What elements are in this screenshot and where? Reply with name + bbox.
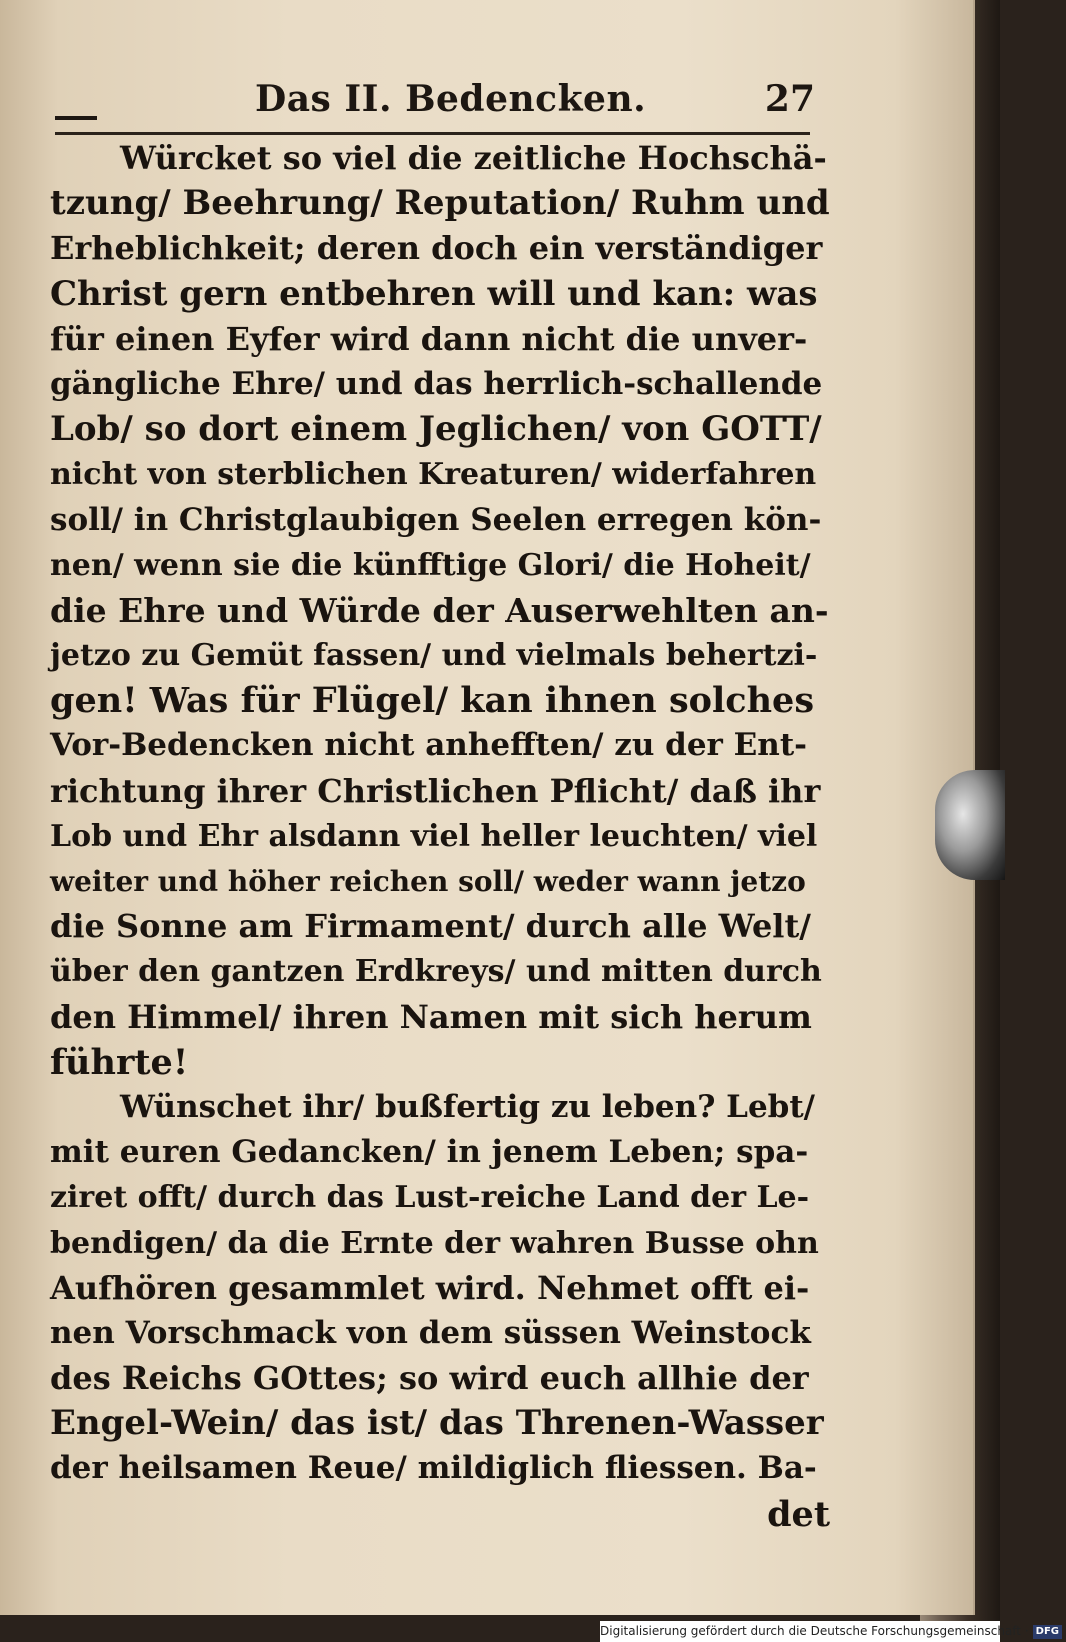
- text-line: gängliche Ehre/ und das herrlich-schallende: [50, 365, 823, 402]
- digitization-footer: [600, 1621, 1059, 1642]
- text-line: Engel-Wein/ das ist/ das Threnen-Wasser: [50, 1403, 824, 1444]
- text-line: jetzo zu Gemüt fassen/ und vielmals behertzi-: [50, 638, 818, 674]
- text-line: die Sonne am Firmament/ durch alle Welt/: [50, 907, 811, 946]
- text-line: Vor-Bedencken nicht anhefften/ zu der Ent-: [50, 727, 808, 764]
- header-rule: [55, 132, 810, 135]
- book-clasp: [935, 770, 1005, 880]
- text-line: Erheblichkeit; deren doch ein verständiger: [50, 229, 823, 268]
- text-line: Lob/ so dort einem Jeglichen/ von GOTT/: [50, 409, 822, 450]
- text-line: ziret offt/ durch das Lust-reiche Land der Le-: [50, 1180, 810, 1216]
- page-number: 27: [764, 78, 815, 120]
- text-line: gen! Was für Flügel/ kan ihnen solches: [50, 680, 815, 722]
- text-line: für einen Eyfer wird dann nicht die unver-: [50, 319, 808, 358]
- text-line: den Himmel/ ihren Namen mit sich herum: [50, 997, 812, 1036]
- header-dash: [55, 116, 97, 120]
- text-line: der heilsamen Reue/ mildiglich fliessen. Ba-: [50, 1450, 817, 1487]
- text-line: nen Vorschmack von dem süssen Weinstock: [50, 1314, 811, 1351]
- text-line: Christ gern entbehren will und kan: was: [50, 273, 818, 314]
- text-line: nicht von sterblichen Kreaturen/ widerfahren: [50, 457, 817, 493]
- paragraph-2: [50, 1085, 830, 1492]
- text-line: nen/ wenn sie die künfftige Glori/ die Hoheit/: [50, 547, 811, 583]
- text-line: führte!: [50, 1041, 189, 1083]
- catchword: det: [767, 1493, 830, 1535]
- text-line: richtung ihrer Christlichen Pflicht/ daß ihr: [50, 771, 821, 810]
- body-text: [50, 136, 830, 1537]
- text-line: soll/ in Christglaubigen Seelen erregen kön-: [50, 501, 822, 538]
- text-line: tzung/ Beehrung/ Reputation/ Ruhm und: [50, 183, 830, 224]
- text-line: Lob und Ehr alsdann viel heller leuchten/ viel: [50, 818, 818, 854]
- text-line: Würcket so viel die zeitliche Hochschä-: [120, 139, 827, 177]
- paragraph-1: [50, 136, 830, 1085]
- text-line: mit euren Gedancken/ in jenem Leben; spa-: [50, 1134, 809, 1171]
- text-line: Wünschet ihr/ bußfertig zu leben? Lebt/: [120, 1088, 815, 1125]
- text-line: des Reichs GOttes; so wird euch allhie der: [50, 1359, 809, 1398]
- text-line: Aufhören gesammlet wird. Nehmet offt ei-: [50, 1268, 810, 1307]
- footer-credit-text: Digitalisierung gefördert durch die Deutsche Forschungsgemeinschaft ·: [600, 1624, 1029, 1638]
- text-line: über den gantzen Erdkreys/ und mitten durch: [50, 954, 822, 990]
- page-header: [55, 78, 815, 128]
- text-line: die Ehre und Würde der Auserwehlten an-: [50, 590, 829, 630]
- running-title: Das II. Bedencken.: [255, 78, 647, 120]
- text-line: weiter und höher reichen soll/ weder wann jetzo: [50, 865, 806, 898]
- dfg-logo: DFG: [1033, 1625, 1062, 1639]
- text-line: bendigen/ da die Ernte der wahren Busse ohn: [50, 1225, 819, 1261]
